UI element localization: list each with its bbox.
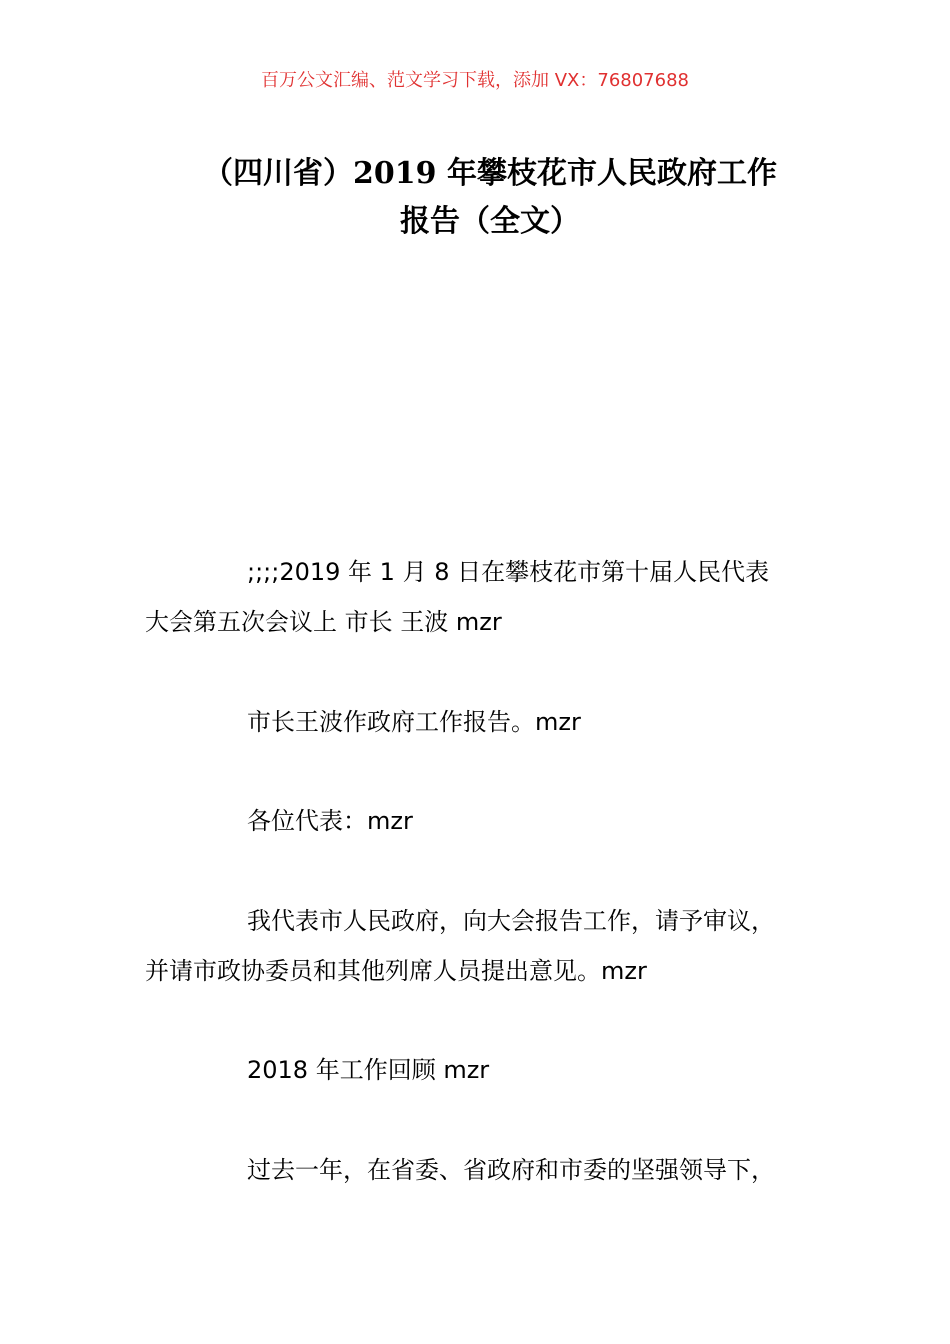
paragraph-6 — [145, 1145, 835, 1195]
paragraph-1 — [145, 547, 835, 647]
section-heading: 2018 年工作回顾 mzr — [247, 1056, 490, 1084]
paragraph-line: 并请市政协委员和其他列席人员提出意见。mzr — [145, 957, 647, 985]
header-banner: 百万公文汇编、范文学习下载，添加 VX：76807688 — [261, 70, 689, 91]
title-line-1: （四川省）2019 年攀枝花市人民政府工作 — [203, 156, 777, 191]
title-line-2: 报告（全文） — [400, 204, 580, 239]
paragraph-line: ;;;;2019 年 1 月 8 日在攀枝花市第十届人民代表 — [247, 558, 770, 586]
paragraph-line: 过去一年，在省委、省政府和市委的坚强领导下， — [247, 1156, 775, 1184]
paragraph-5 — [145, 1045, 835, 1095]
paragraph-line: 大会第五次会议上 市长 王波 mzr — [145, 608, 502, 636]
paragraph-3 — [145, 796, 835, 846]
paragraph-2 — [145, 697, 835, 747]
paragraph-line: 市长王波作政府工作报告。mzr — [247, 708, 581, 736]
paragraph-line: 各位代表：mzr — [247, 807, 413, 835]
paragraph-4 — [145, 896, 835, 996]
document-title — [145, 150, 835, 246]
paragraph-line: 我代表市人民政府，向大会报告工作，请予审议， — [247, 907, 775, 935]
